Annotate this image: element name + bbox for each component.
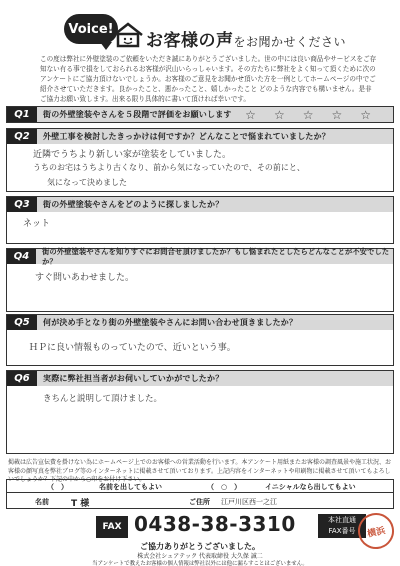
answer-line: 近隣でうちより新しい家が塗装をしていました。 — [33, 150, 232, 160]
answer-text: ＨＰに良い情報ものっていたので、近いという事。 — [29, 343, 236, 353]
answer-text: ネット — [23, 219, 51, 229]
consent-note: 掲載は広告宣伝費を掛けない為にホームページ上でのお客様への営業活動を行います。本アンケート用紙またお客様の調査風景や施工状況、お客様の顔写真を弊社ブログ等のインターネットに掲載させて頂いております。上記内容をインターネットや印刷物に掲載させて頂いてもよろしいでしょうか？下記の中から○印をお付け下さい。 — [8, 459, 392, 484]
answer-area — [7, 264, 393, 312]
intro-text: この度は弊社に外壁塗装のご依頼をいただき誠にありがとうございました。世の中には良い商品やサービスをご存知ない有る事で損をしておられるお客様が沢山いらっしゃいます。その方たちに弊社をよく知って頂くために次のアンケートにご協力頂けないでしょうか。お客様のご意見をお聞かせ頂いた方を一例としてホームページの中でご紹介させていただきます。良かったこと、悪かったこと、嬉しかったこと どのような内容でも構いません。是非ご協力お願い致します。出来る限り具体的に書いて頂ければ幸いです。 — [40, 55, 377, 103]
name-label: 名前 — [35, 498, 49, 506]
question-number: Q5 — [7, 315, 37, 330]
rating-stars — [245, 108, 371, 122]
thanks-text: ご協力ありがとうございました。 — [140, 542, 260, 551]
answer-line: うちのお宅はうちより古くなり、前から気になっていたので、その前にと、 — [33, 163, 305, 172]
question-text: 何が決め手となり街の外壁塗装やさんにお問い合わせ頂きましたか？ — [43, 318, 298, 327]
question-6 — [6, 370, 394, 454]
question-1 — [6, 106, 394, 123]
question-text: 街の外壁塗装やさんをどのように探しましたか？ — [43, 200, 224, 209]
question-number: Q3 — [7, 197, 37, 212]
name-consent-box — [6, 479, 394, 509]
question-number: Q4 — [7, 249, 36, 264]
fax-tag: FAX — [96, 516, 128, 538]
question-header — [7, 371, 393, 386]
question-number: Q2 — [7, 129, 37, 144]
header — [0, 0, 400, 56]
question-header — [7, 129, 393, 144]
house-icon — [112, 22, 144, 48]
fax-direct-line: 本社直通 — [328, 516, 356, 524]
answer-area — [7, 212, 393, 244]
page-title: お客様の声をお聞かせください — [146, 31, 347, 51]
star-icon: ☆ — [302, 108, 314, 122]
star-icon: ☆ — [273, 108, 285, 122]
fax-direct-line: FAX番号 — [328, 527, 356, 535]
consent-options — [7, 480, 393, 493]
star-icon: ☆ — [360, 108, 371, 122]
question-header — [7, 315, 393, 330]
answer-line: 気になって決めました — [47, 178, 127, 187]
option-name-mark[interactable]: （ ） — [47, 483, 68, 491]
name-address-row — [7, 493, 393, 510]
question-text: 実際に弊社担当者がお伺いしていかがでしたか？ — [43, 374, 224, 383]
stamp-seal: 横浜 — [355, 510, 398, 553]
voice-bubble: Voice! — [64, 14, 118, 44]
question-header — [7, 107, 393, 122]
star-icon: ☆ — [245, 108, 256, 122]
fax-number: 0438-38-3310 — [134, 512, 296, 536]
privacy-notice: 当アンケートで教えたお客様の個人情報は弊社以外には他に漏らすことはございません。 — [92, 561, 308, 566]
question-header — [7, 197, 393, 212]
option-name-label: 名前を出してもよい — [99, 483, 162, 491]
question-3 — [6, 196, 394, 244]
question-number: Q1 — [7, 107, 37, 122]
star-icon: ☆ — [331, 108, 343, 122]
option-initial-label: イニシャルなら出してもよい — [265, 483, 356, 491]
name-value: T 様 — [71, 499, 90, 509]
question-text: 外壁工事を検討したきっかけは何ですか？どんなことで悩まれていましたか？ — [43, 132, 330, 141]
question-5 — [6, 314, 394, 366]
address-label: ご住所 — [189, 498, 210, 506]
question-number: Q6 — [7, 371, 37, 386]
company-text: 株式会社シェアテック 代表取締役 大久保 誠二 — [137, 553, 263, 560]
answer-area — [7, 144, 393, 192]
answer-area — [7, 330, 393, 366]
question-text: 街の外壁塗装やさんを５段階で評価をお願いします — [43, 110, 232, 119]
fax-area — [96, 512, 396, 542]
answer-area — [7, 386, 393, 454]
question-2 — [6, 128, 394, 192]
option-initial-mark[interactable]: （ ○ ） — [207, 483, 242, 491]
question-header — [7, 246, 393, 266]
address-value: 江戸川区西一之江 — [221, 498, 277, 506]
answer-text: きちんと説明して頂けました。 — [43, 394, 163, 404]
answer-text: すぐ問いあわせました。 — [35, 273, 135, 283]
question-text: 街の外壁塗装やさんを知りすぐにお問合せ頂けましたか？もし悩まれたとしたらどんなことが不安でしたか？ — [42, 246, 390, 266]
question-4 — [6, 248, 394, 312]
